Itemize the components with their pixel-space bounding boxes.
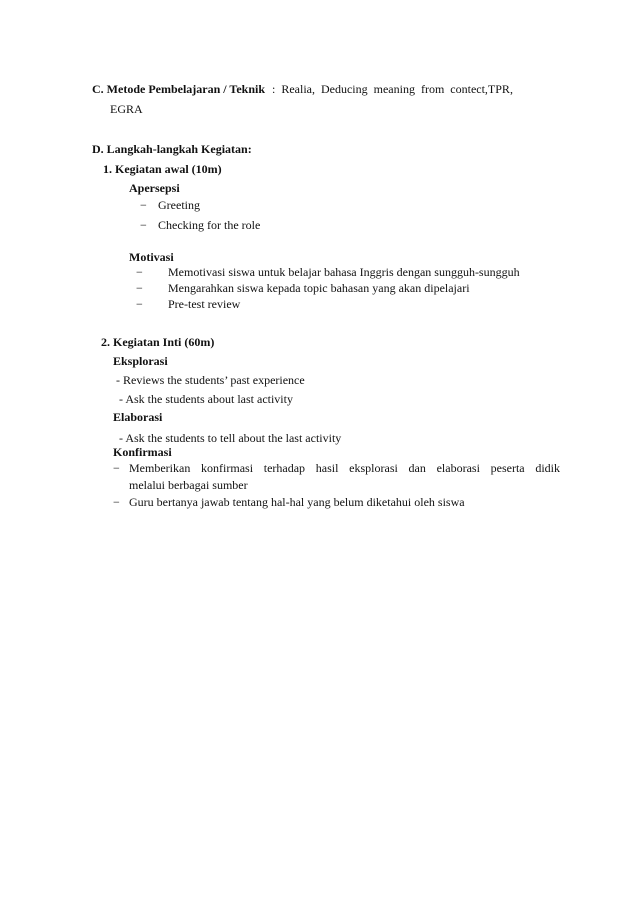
eksplorasi-item-1: - Reviews the students’ past experience	[116, 373, 305, 387]
apersepsi-title: Apersepsi	[129, 181, 180, 195]
elaborasi-item-1: - Ask the students to tell about the last activity	[119, 431, 342, 445]
bullet-dash: −	[140, 198, 147, 212]
motivasi-item-1: Memotivasi siswa untuk belajar bahasa Inggris dengan sungguh-sungguh	[168, 265, 520, 279]
kegiatan-inti-title: 2. Kegiatan Inti (60m)	[101, 335, 215, 349]
section-c-text-cont: EGRA	[110, 102, 143, 116]
bullet-dash: −	[136, 265, 143, 279]
apersepsi-item-1: Greeting	[158, 198, 200, 212]
konfirmasi-title: Konfirmasi	[113, 445, 172, 459]
bullet-dash: −	[113, 461, 120, 475]
section-c-line	[92, 82, 513, 96]
kegiatan-awal-title: 1. Kegiatan awal (10m)	[103, 162, 222, 176]
section-c-text: : Realia, Deducing meaning from contect,TPR,	[272, 82, 513, 96]
bullet-dash: −	[140, 218, 147, 232]
bullet-dash: −	[136, 281, 143, 295]
konfirmasi-item-1-line-2: melalui berbagai sumber	[129, 478, 248, 492]
motivasi-item-2: Mengarahkan siswa kepada topic bahasan yang akan dipelajari	[168, 281, 470, 295]
konfirmasi-item-1-line-1: Memberikan konfirmasi terhadap hasil eksplorasi dan elaborasi peserta didik	[129, 461, 560, 475]
elaborasi-title: Elaborasi	[113, 410, 163, 424]
bullet-dash: −	[113, 495, 120, 509]
bullet-dash: −	[136, 297, 143, 311]
eksplorasi-item-2: - Ask the students about last activity	[119, 392, 293, 406]
motivasi-title: Motivasi	[129, 250, 174, 264]
section-c-label: C. Metode Pembelajaran / Teknik	[92, 82, 265, 96]
section-d-title: D. Langkah-langkah Kegiatan:	[92, 142, 252, 156]
motivasi-item-3: Pre-test review	[168, 297, 241, 311]
konfirmasi-item-2: Guru bertanya jawab tentang hal-hal yang belum diketahui oleh siswa	[129, 495, 465, 509]
eksplorasi-title: Eksplorasi	[113, 354, 168, 368]
apersepsi-item-2: Checking for the role	[158, 218, 261, 232]
